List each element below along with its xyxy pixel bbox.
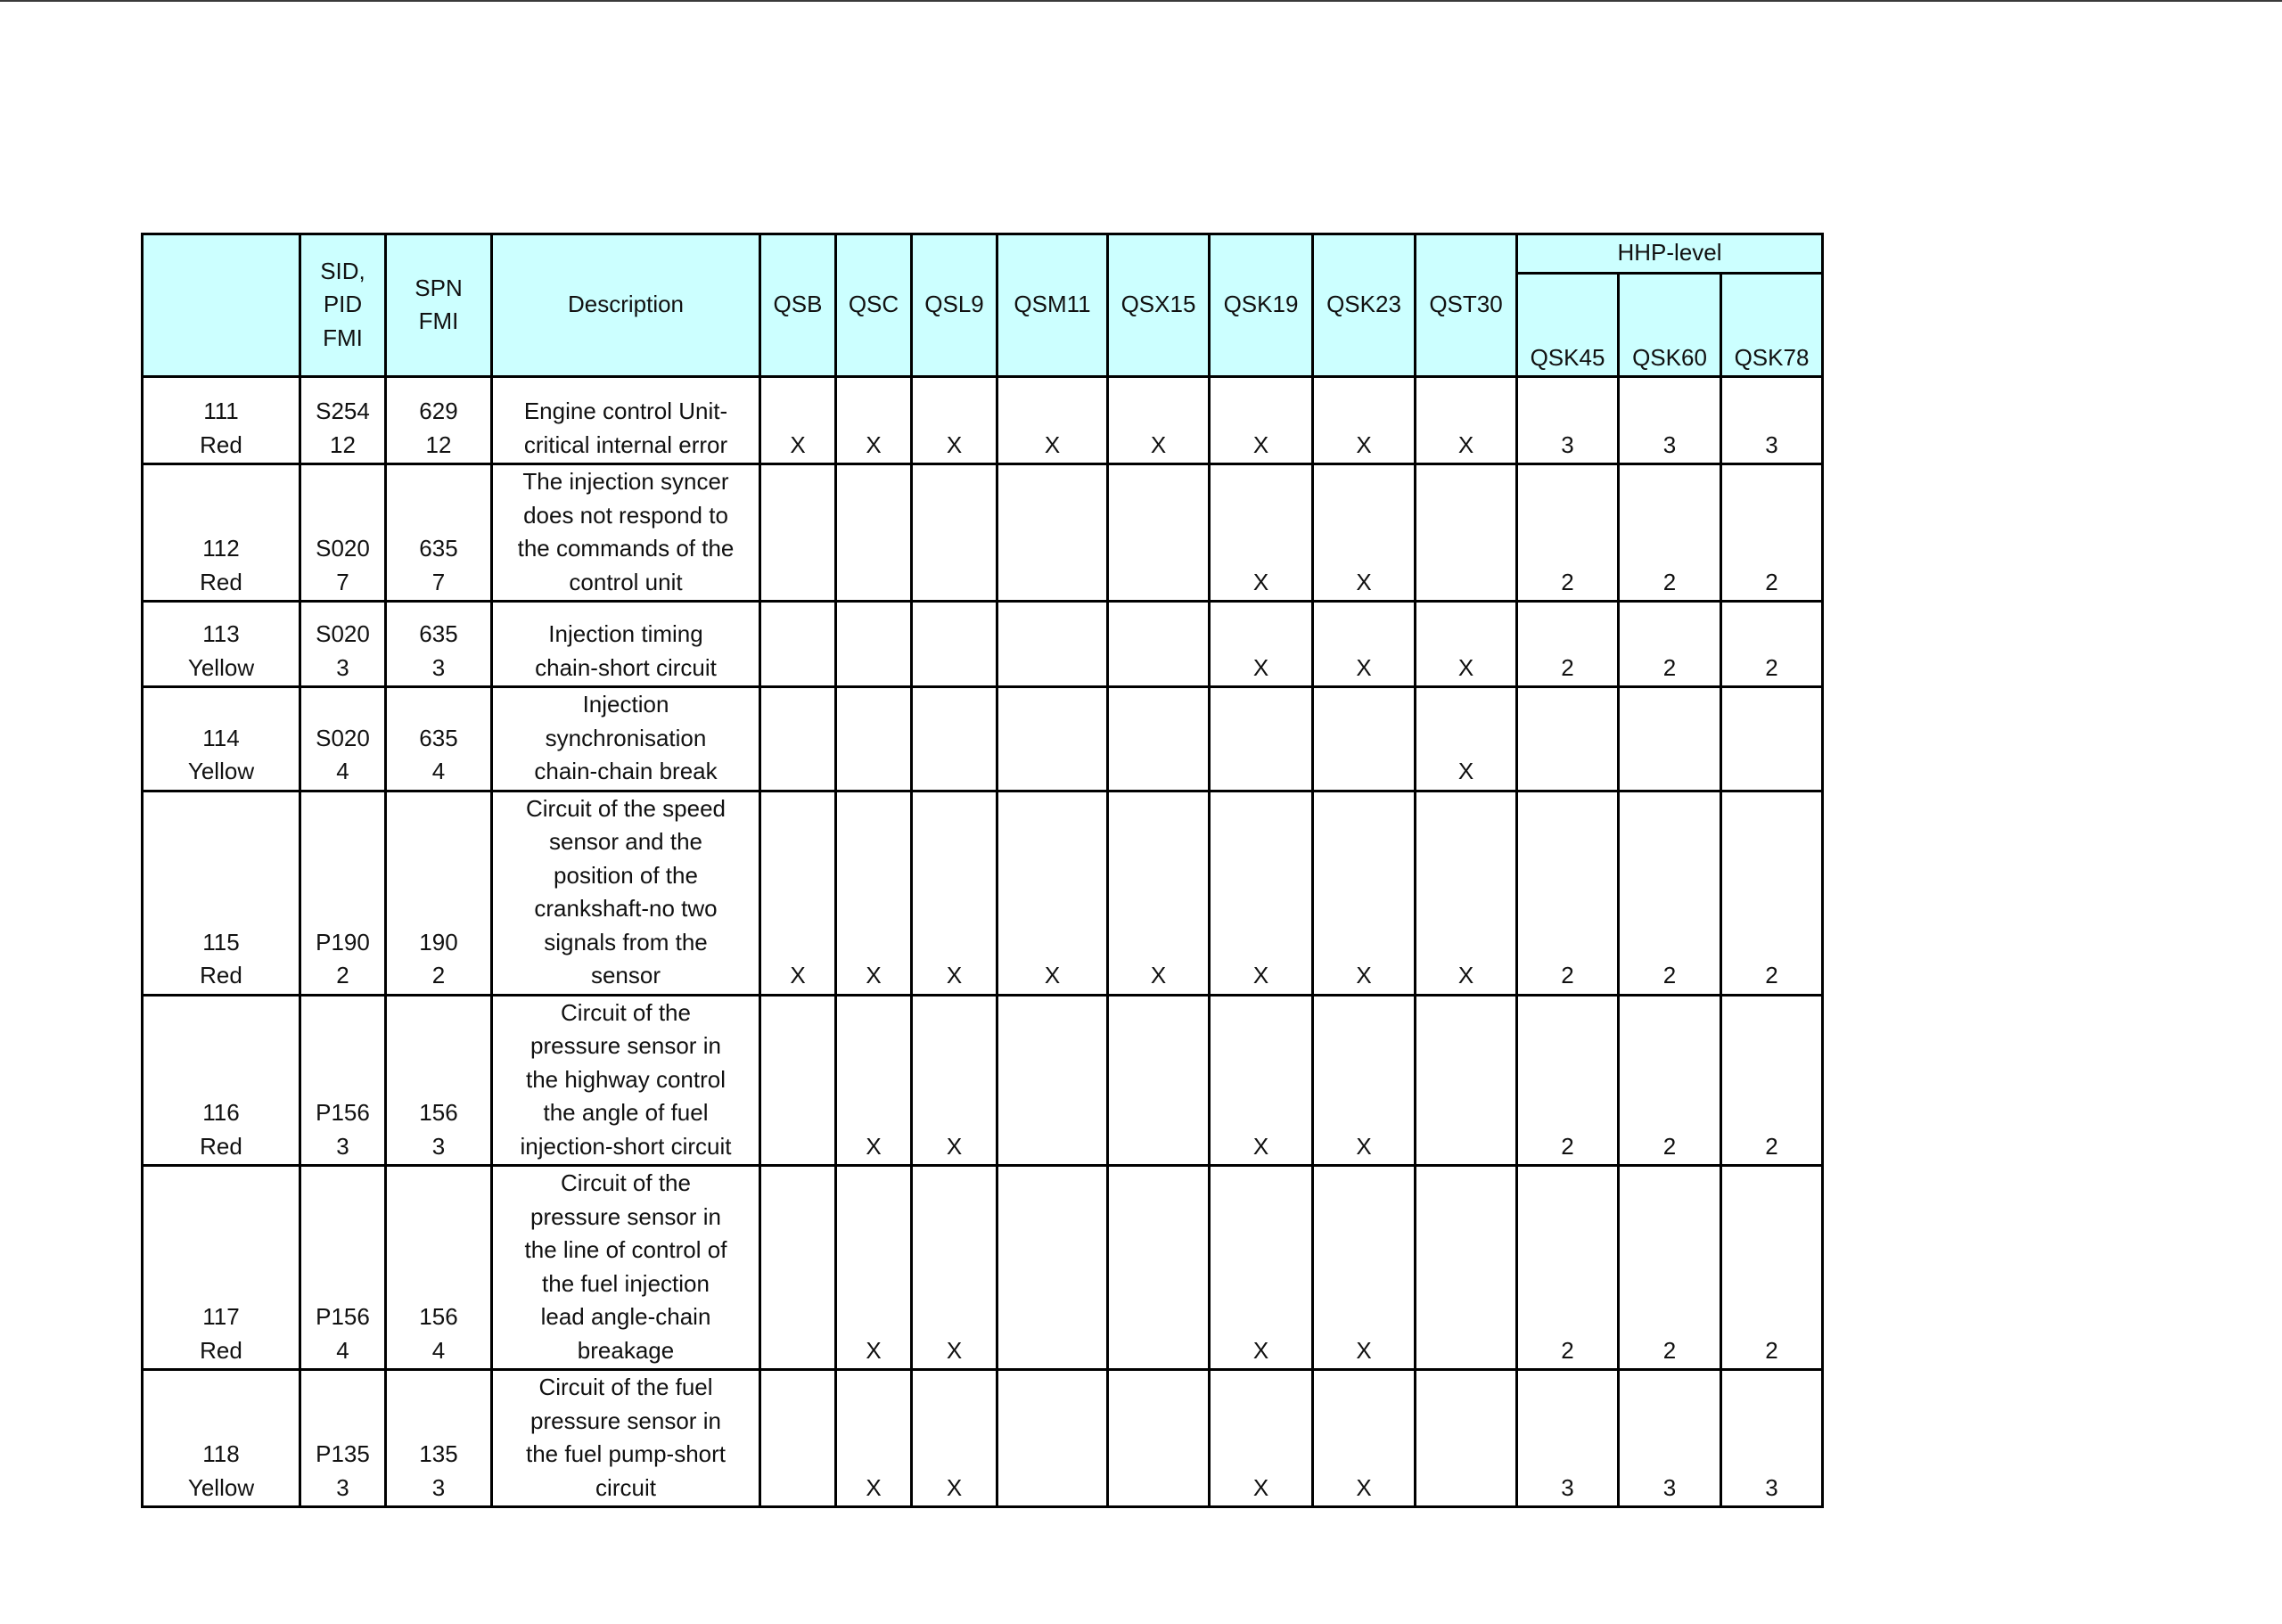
- fault-code-cell-line: Red: [200, 431, 242, 458]
- fault-code-cell-line: 113: [202, 620, 240, 647]
- engine-cell-qsl9: X: [912, 1166, 997, 1370]
- description-line: The injection syncer: [522, 468, 729, 495]
- engine-cell-qsk78: [1721, 687, 1823, 791]
- spn-fmi-cell-line: 3: [431, 1473, 446, 1501]
- header-qsc: QSC: [836, 234, 912, 377]
- fault-code-cell: [143, 791, 300, 995]
- engine-cell-qsm11: [997, 995, 1108, 1166]
- engine-cell-qsk78: 2: [1721, 1166, 1823, 1370]
- engine-cell-qsb: [760, 1370, 836, 1507]
- spn-fmi-cell-line: 2: [431, 962, 446, 988]
- fault-code-cell-line: Yellow: [187, 1473, 255, 1501]
- engine-cell-qsm11: [997, 1166, 1108, 1370]
- sid-pid-fmi-cell: [300, 464, 386, 602]
- engine-cell-qsk78: 2: [1721, 464, 1823, 602]
- description-line: pressure sensor in: [530, 1407, 721, 1434]
- engine-cell-qsx15: [1108, 1166, 1210, 1370]
- header-line: PID: [323, 291, 363, 318]
- engine-cell-qsb: X: [760, 791, 836, 995]
- engine-cell-qst30: [1416, 1166, 1517, 1370]
- table-row: [143, 791, 1823, 995]
- engine-cell-qsk19: X: [1210, 791, 1313, 995]
- fault-code-cell: [143, 995, 300, 1166]
- description-line: synchronisation: [545, 724, 707, 751]
- sid-pid-fmi-cell-line: 4: [336, 758, 349, 784]
- spn-fmi-cell-line: 635: [419, 620, 458, 647]
- spn-fmi-cell: [386, 1370, 492, 1507]
- description-line: the angle of fuel: [543, 1099, 709, 1126]
- spn-fmi-cell-line: 190: [419, 928, 458, 956]
- description-line: circuit: [595, 1473, 656, 1501]
- table-row: [143, 464, 1823, 602]
- engine-cell-qsk78: 2: [1721, 995, 1823, 1166]
- table-row: [143, 687, 1823, 791]
- sid-pid-fmi-cell-line: P190: [316, 928, 370, 956]
- sid-pid-fmi-cell: [300, 687, 386, 791]
- description-line: Injection timing: [548, 620, 703, 647]
- table-row: [143, 1166, 1823, 1370]
- spn-fmi-cell-line: 635: [419, 724, 458, 751]
- fault-code-cell-line: Red: [200, 1336, 242, 1364]
- engine-cell-qst30: [1416, 995, 1517, 1166]
- engine-cell-qsk19: X: [1210, 377, 1313, 464]
- description-line: sensor: [590, 962, 661, 988]
- description-cell: [492, 602, 760, 687]
- spn-fmi-cell-line: 4: [431, 1336, 446, 1364]
- engine-cell-qsb: [760, 687, 836, 791]
- spn-fmi-cell-line: 3: [431, 653, 446, 681]
- header-qsk23: QSK23: [1313, 234, 1416, 377]
- engine-cell-qsk60: 3: [1619, 377, 1721, 464]
- description-line: pressure sensor in: [530, 1032, 721, 1059]
- header-line: FMI: [418, 308, 459, 334]
- sid-pid-fmi-cell-line: P135: [316, 1440, 370, 1467]
- engine-cell-qsc: X: [836, 377, 912, 464]
- engine-cell-qsb: [760, 1166, 836, 1370]
- description-line: sensor and the: [548, 828, 702, 855]
- engine-cell-qsl9: X: [912, 1370, 997, 1507]
- spn-fmi-cell: [386, 464, 492, 602]
- table-row: [143, 1370, 1823, 1507]
- description-cell: [492, 1166, 760, 1370]
- fault-code-cell-line: 117: [202, 1303, 240, 1330]
- engine-cell-qsm11: [997, 687, 1108, 791]
- engine-cell-qsk23: X: [1313, 1370, 1416, 1507]
- engine-cell-qsx15: X: [1108, 377, 1210, 464]
- description-line: Circuit of the speed: [525, 794, 726, 822]
- engine-cell-qsk45: 2: [1517, 464, 1619, 602]
- engine-cell-qsk45: 2: [1517, 995, 1619, 1166]
- engine-cell-qsk19: X: [1210, 995, 1313, 1166]
- description-line: control unit: [569, 568, 683, 595]
- engine-cell-qsx15: [1108, 687, 1210, 791]
- sid-pid-fmi-cell: [300, 377, 386, 464]
- spn-fmi-cell: [386, 687, 492, 791]
- header-line: FMI: [323, 324, 363, 351]
- spn-fmi-cell: [386, 791, 492, 995]
- header-qsl9: QSL9: [912, 234, 997, 377]
- engine-cell-qsm11: [997, 602, 1108, 687]
- header-qsx15: QSX15: [1108, 234, 1210, 377]
- table-row: [143, 995, 1823, 1166]
- table-row: [143, 602, 1823, 687]
- header-qsm11: QSM11: [997, 234, 1108, 377]
- engine-cell-qsc: X: [836, 791, 912, 995]
- sid-pid-fmi-cell-line: S020: [316, 620, 370, 647]
- description-line: injection-short circuit: [520, 1132, 732, 1160]
- engine-cell-qsk19: X: [1210, 1370, 1313, 1507]
- sid-pid-fmi-cell-line: S020: [316, 724, 370, 751]
- sid-pid-fmi-cell-line: 3: [336, 653, 349, 681]
- fault-code-cell-line: 115: [202, 928, 240, 956]
- spn-fmi-cell: [386, 1166, 492, 1370]
- description-line: signals from the: [544, 928, 708, 956]
- table-header: [143, 234, 1823, 377]
- header-qsk78: QSK78: [1721, 274, 1823, 377]
- engine-cell-qsb: [760, 464, 836, 602]
- engine-cell-qsl9: X: [912, 791, 997, 995]
- engine-cell-qsx15: [1108, 464, 1210, 602]
- engine-cell-qsk78: 2: [1721, 791, 1823, 995]
- description-cell: [492, 1370, 760, 1507]
- fault-code-cell: [143, 464, 300, 602]
- sid-pid-fmi-cell-line: 12: [330, 431, 356, 458]
- fault-code-cell-line: 116: [202, 1099, 240, 1126]
- engine-cell-qsk45: 3: [1517, 1370, 1619, 1507]
- description-line: lead angle-chain: [540, 1303, 711, 1330]
- engine-cell-qsm11: [997, 464, 1108, 602]
- description-line: chain-chain break: [534, 758, 718, 784]
- engine-cell-qsk60: [1619, 687, 1721, 791]
- table-row: [143, 377, 1823, 464]
- fault-code-cell-line: Red: [200, 962, 242, 988]
- sid-pid-fmi-cell-line: S020: [316, 535, 370, 562]
- description-line: position of the: [554, 861, 698, 889]
- engine-cell-qsc: X: [836, 995, 912, 1166]
- engine-cell-qsm11: X: [997, 791, 1108, 995]
- spn-fmi-cell-line: 12: [425, 431, 452, 458]
- engine-cell-qsk60: 2: [1619, 1166, 1721, 1370]
- header-description: Description: [492, 234, 760, 377]
- description-cell: [492, 464, 760, 602]
- fault-code-cell-line: 112: [202, 535, 240, 562]
- header-qsk19: QSK19: [1210, 234, 1313, 377]
- engine-cell-qsk45: 2: [1517, 791, 1619, 995]
- description-line: the highway control: [525, 1065, 726, 1093]
- engine-cell-qsk60: 3: [1619, 1370, 1721, 1507]
- engine-cell-qsk23: X: [1313, 602, 1416, 687]
- sid-pid-fmi-cell-line: 7: [336, 568, 349, 595]
- description-line: chain-short circuit: [535, 653, 717, 681]
- engine-cell-qsk23: X: [1313, 791, 1416, 995]
- fault-code-cell-line: 111: [203, 398, 239, 424]
- sid-pid-fmi-cell-line: P156: [316, 1099, 370, 1126]
- sid-pid-fmi-cell-line: P156: [316, 1303, 370, 1330]
- engine-cell-qsx15: X: [1108, 791, 1210, 995]
- spn-fmi-cell-line: 156: [419, 1099, 458, 1126]
- engine-cell-qsx15: [1108, 995, 1210, 1166]
- engine-cell-qsm11: X: [997, 377, 1108, 464]
- engine-cell-qst30: X: [1416, 791, 1517, 995]
- sid-pid-fmi-cell: [300, 602, 386, 687]
- description-line: breakage: [577, 1336, 675, 1364]
- engine-cell-qsk60: 2: [1619, 464, 1721, 602]
- fault-code-cell: [143, 377, 300, 464]
- description-line: Injection: [582, 691, 669, 718]
- engine-cell-qsk23: X: [1313, 464, 1416, 602]
- fault-code-cell-line: 118: [202, 1440, 240, 1467]
- description-line: crankshaft-no two: [534, 895, 718, 922]
- spn-fmi-cell-line: 635: [419, 535, 458, 562]
- description-line: the line of control of: [524, 1236, 727, 1263]
- engine-cell-qsk78: 3: [1721, 1370, 1823, 1507]
- engine-cell-qsk60: 2: [1619, 602, 1721, 687]
- engine-cell-qsk23: [1313, 687, 1416, 791]
- description-line: critical internal error: [523, 431, 728, 458]
- sid-pid-fmi-cell-line: 3: [336, 1132, 349, 1160]
- spn-fmi-cell-line: 156: [419, 1303, 458, 1330]
- engine-cell-qsk23: X: [1313, 377, 1416, 464]
- engine-cell-qst30: [1416, 464, 1517, 602]
- engine-cell-qst30: X: [1416, 687, 1517, 791]
- description-cell: [492, 377, 760, 464]
- engine-cell-qsm11: [997, 1370, 1108, 1507]
- engine-cell-qsl9: [912, 464, 997, 602]
- description-cell: [492, 995, 760, 1166]
- description-line: Circuit of the fuel: [538, 1374, 713, 1400]
- description-cell: [492, 687, 760, 791]
- engine-cell-qst30: X: [1416, 602, 1517, 687]
- engine-cell-qsk45: 2: [1517, 1166, 1619, 1370]
- header-sid-pid-fmi: [300, 234, 386, 377]
- fault-code-cell-line: 114: [202, 724, 240, 751]
- engine-cell-qsk60: 2: [1619, 995, 1721, 1166]
- engine-cell-qsx15: [1108, 602, 1210, 687]
- spn-fmi-cell-line: 629: [419, 398, 458, 424]
- engine-cell-qsx15: [1108, 1370, 1210, 1507]
- engine-cell-qsk45: 2: [1517, 602, 1619, 687]
- header-line: SPN: [415, 274, 463, 301]
- description-line: the commands of the: [517, 535, 735, 562]
- description-cell: [492, 791, 760, 995]
- engine-cell-qst30: [1416, 1370, 1517, 1507]
- engine-cell-qsl9: [912, 602, 997, 687]
- fault-code-table: [141, 233, 1824, 1508]
- engine-cell-qsl9: X: [912, 377, 997, 464]
- spn-fmi-cell-line: 4: [431, 758, 446, 784]
- fault-code-cell-line: Red: [200, 568, 242, 595]
- engine-cell-qst30: X: [1416, 377, 1517, 464]
- description-line: the fuel pump-short: [525, 1440, 726, 1467]
- fault-code-cell: [143, 687, 300, 791]
- header-line: SID,: [320, 257, 365, 284]
- engine-cell-qsk19: [1210, 687, 1313, 791]
- spn-fmi-cell: [386, 602, 492, 687]
- engine-cell-qsc: X: [836, 1166, 912, 1370]
- engine-cell-qsk78: 2: [1721, 602, 1823, 687]
- engine-cell-qsl9: [912, 687, 997, 791]
- spn-fmi-cell: [386, 377, 492, 464]
- sid-pid-fmi-cell-line: S254: [316, 398, 370, 424]
- description-line: Circuit of the: [561, 998, 691, 1026]
- sid-pid-fmi-cell: [300, 1370, 386, 1507]
- header-qsk60: QSK60: [1619, 274, 1721, 377]
- header-qst30: QST30: [1416, 234, 1517, 377]
- engine-cell-qsc: [836, 602, 912, 687]
- description-line: pressure sensor in: [530, 1202, 721, 1230]
- engine-cell-qsb: [760, 995, 836, 1166]
- engine-cell-qsk78: 3: [1721, 377, 1823, 464]
- engine-cell-qsk23: X: [1313, 1166, 1416, 1370]
- sid-pid-fmi-cell: [300, 791, 386, 995]
- header-code: [143, 234, 300, 377]
- header-qsk45: QSK45: [1517, 274, 1619, 377]
- spn-fmi-cell-line: 3: [431, 1132, 446, 1160]
- fault-code-cell-line: Red: [200, 1132, 242, 1160]
- engine-cell-qsk45: 3: [1517, 377, 1619, 464]
- description-line: does not respond to: [523, 501, 728, 529]
- header-group-row: [143, 234, 1823, 274]
- header-spn-fmi: [386, 234, 492, 377]
- engine-cell-qsk19: X: [1210, 464, 1313, 602]
- table-body: [143, 377, 1823, 1507]
- engine-cell-qsb: X: [760, 377, 836, 464]
- fault-code-cell-line: Yellow: [187, 653, 255, 681]
- engine-cell-qsk45: [1517, 687, 1619, 791]
- engine-cell-qsk23: X: [1313, 995, 1416, 1166]
- spn-fmi-cell-line: 135: [419, 1440, 458, 1467]
- header-qsb: QSB: [760, 234, 836, 377]
- engine-cell-qsl9: X: [912, 995, 997, 1166]
- engine-cell-qsb: [760, 602, 836, 687]
- engine-cell-qsk19: X: [1210, 602, 1313, 687]
- sid-pid-fmi-cell: [300, 1166, 386, 1370]
- engine-cell-qsc: X: [836, 1370, 912, 1507]
- description-line: Circuit of the: [561, 1169, 691, 1196]
- engine-cell-qsk19: X: [1210, 1166, 1313, 1370]
- page-top-rule: [0, 0, 2282, 2]
- sid-pid-fmi-cell-line: 3: [336, 1473, 349, 1501]
- fault-code-cell: [143, 602, 300, 687]
- spn-fmi-cell-line: 7: [431, 568, 446, 595]
- fault-code-cell-line: Yellow: [187, 758, 255, 784]
- header-hhp-level-group: HHP-level: [1517, 234, 1823, 274]
- sid-pid-fmi-cell: [300, 995, 386, 1166]
- sid-pid-fmi-cell-line: 2: [336, 962, 349, 988]
- description-line: the fuel injection: [542, 1269, 710, 1297]
- fault-code-cell: [143, 1166, 300, 1370]
- engine-cell-qsc: [836, 464, 912, 602]
- description-line: Engine control Unit-: [523, 398, 728, 424]
- sid-pid-fmi-cell-line: 4: [336, 1336, 349, 1364]
- fault-code-cell: [143, 1370, 300, 1507]
- spn-fmi-cell: [386, 995, 492, 1166]
- engine-cell-qsk60: 2: [1619, 791, 1721, 995]
- engine-cell-qsc: [836, 687, 912, 791]
